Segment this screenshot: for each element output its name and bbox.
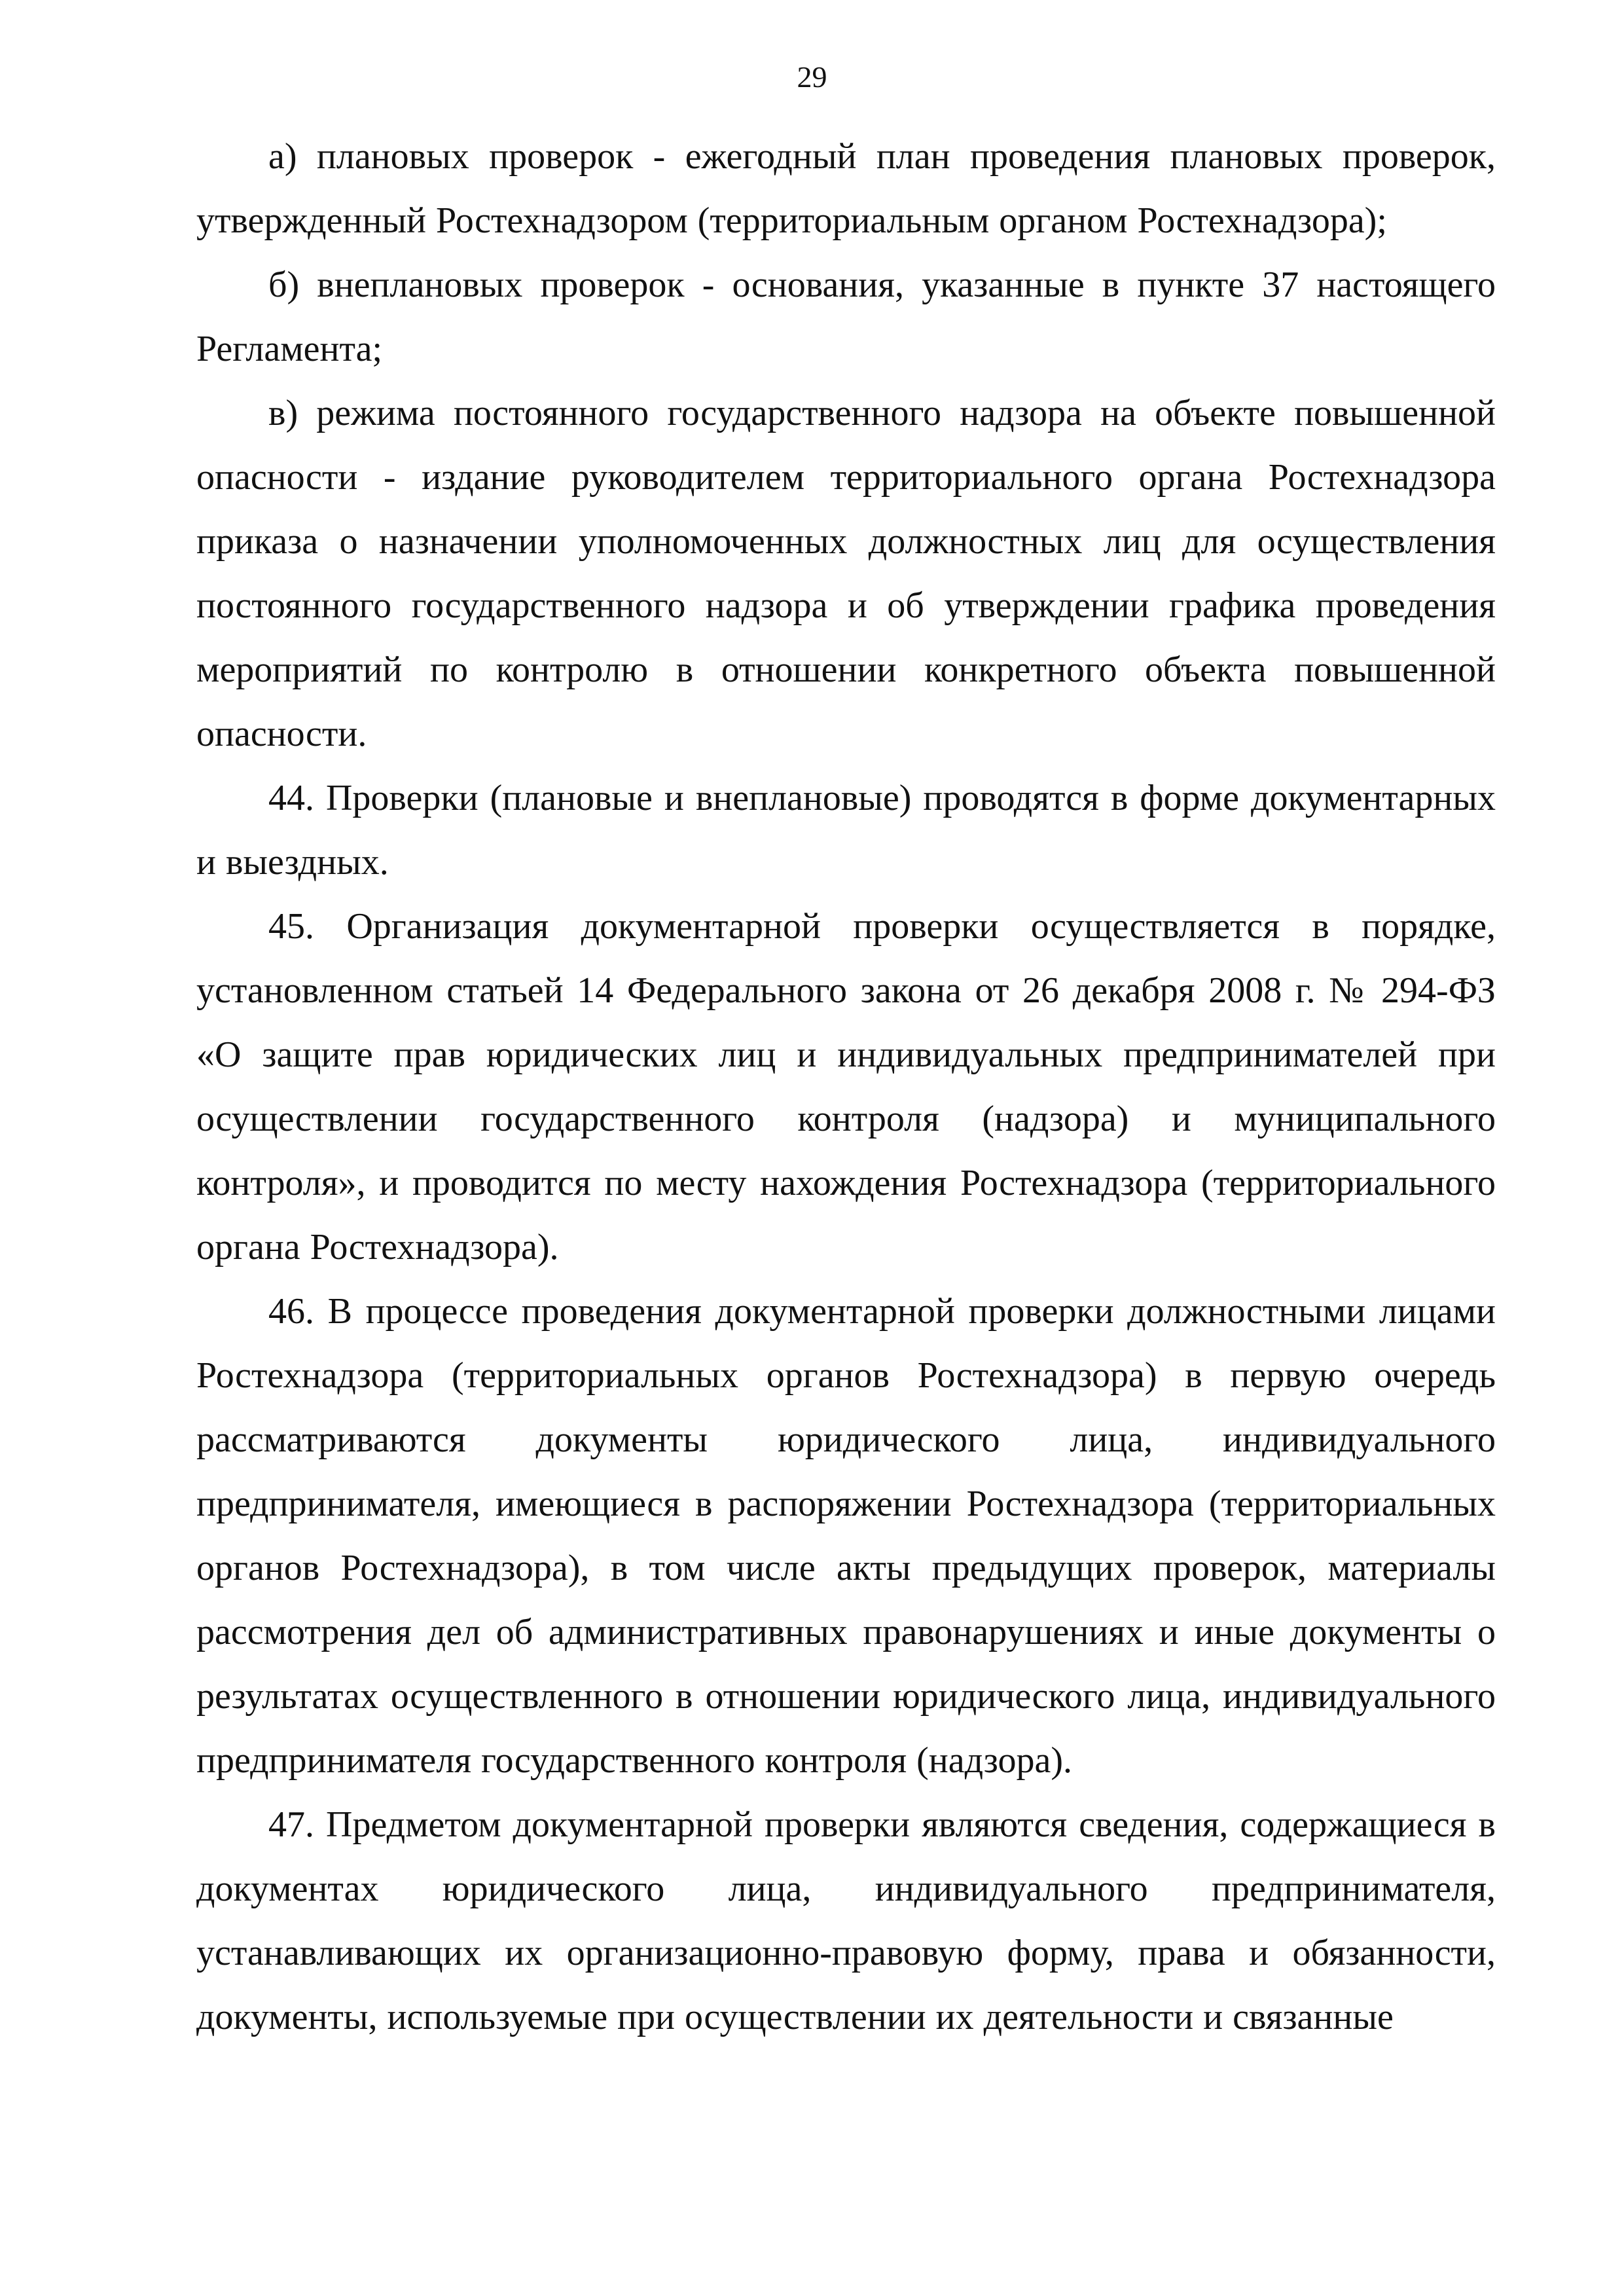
paragraph-45: 45. Организация документарной проверки осуществляется в порядке, установленном статьей 14 Федерального закона от 26 декабря 2008 г. № 294-ФЗ «О защите прав юридических лиц и индивидуальных предпринимателей при осуществлении государственного контроля (надзора) и муниципального контроля», и проводится по месту нахождения Ростехнадзора (территориального органа Ростехнадзора). <box>196 906 1496 1267</box>
paragraph-46: 46. В процессе проведения документарной проверки должностными лицами Ростехнадзора (территориальных органов Ростехнадзора) в первую очередь рассматриваются документы юридического лица, индивидуального предпринимателя, имеющиеся в распоряжении Ростехнадзора (территориальных органов Ростехнадзора), в том числе акты предыдущих проверок, материалы рассмотрения дел об административных правонарушениях и иные документы о результатах осуществленного в отношении юридического лица, индивидуального предпринимателя государственного контроля (надзора). <box>196 1291 1496 1781</box>
paragraph-plan-inspections: а) плановых проверок - ежегодный план проведения плановых проверок, утвержденный Ростехнадзором (территориальным органом Ростехнадзора); <box>196 136 1496 241</box>
page-number: 29 <box>797 60 827 94</box>
paragraph-permanent-supervision: в) режима постоянного государственного надзора на объекте повышенной опасности - издание руководителем территориального органа Ростехнадзора приказа о назначении уполномоченных должностных лиц для осуществления постоянного государственного надзора и об утверждении графика проведения мероприятий по контролю в отношении конкретного объекта повышенной опасности. <box>196 393 1496 754</box>
paragraph-47: 47. Предметом документарной проверки являются сведения, содержащиеся в документах юридического лица, индивидуального предпринимателя, устанавливающих их организационно-правовую форму, права и обязанности, документы, используемые при осуществлении их деятельности и связанные <box>196 1804 1496 2037</box>
paragraph-44: 44. Проверки (плановые и внеплановые) проводятся в форме документарных и выездных. <box>196 778 1496 883</box>
document-body <box>196 124 1496 2049</box>
paragraph-unplanned-inspections: б) внеплановых проверок - основания, указанные в пункте 37 настоящего Регламента; <box>196 264 1496 369</box>
